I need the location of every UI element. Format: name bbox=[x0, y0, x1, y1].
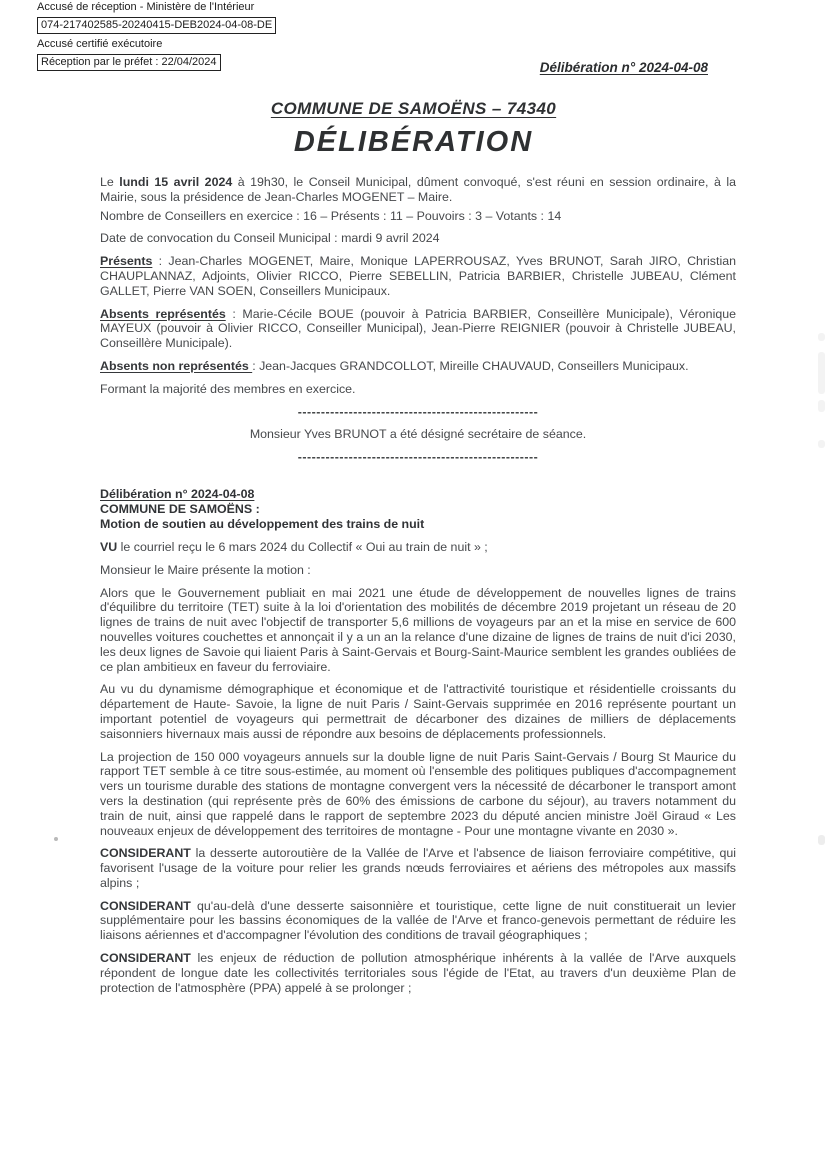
considerant-paragraph bbox=[100, 899, 736, 943]
reception-stamp bbox=[37, 1, 276, 75]
presents-label: Présents bbox=[100, 254, 153, 269]
document-body bbox=[100, 175, 736, 995]
considerant-label: CONSIDERANT bbox=[100, 846, 191, 861]
dashed-separator: ---------------------------------------------------- bbox=[297, 450, 539, 465]
absents-represented-list: : Marie-Cécile BOUE (pouvoir à Patricia BARBIER, Conseillère Municipale), Véronique MAYEUX (pouvoir à Olivier RICCO, Conseiller Municipal), Jean-Pierre REIGNIER (pouvoir à Christelle JUBEAU, Conseillère Municipale). bbox=[100, 306, 736, 351]
vu-paragraph bbox=[100, 540, 736, 555]
deliberation-number-header: Délibération n° 2024-04-08 bbox=[539, 60, 708, 75]
motion-title: Motion de soutien au développement des trains de nuit bbox=[100, 516, 425, 531]
scan-edge-artifact bbox=[818, 400, 825, 412]
stamp-act-id-box: 074-217402585-20240415-DEB2024-04-08-DE bbox=[37, 17, 276, 34]
motion-commune: COMMUNE DE SAMOËNS : bbox=[100, 501, 260, 516]
stamp-certified-line: Accusé certifié exécutoire bbox=[37, 38, 163, 50]
considerant-paragraph bbox=[100, 846, 736, 890]
session-lead: Le bbox=[100, 175, 120, 189]
absents-not-represented-paragraph bbox=[100, 359, 736, 374]
session-date: lundi 15 avril 2024 bbox=[119, 175, 233, 189]
scan-edge-artifact bbox=[818, 835, 825, 845]
commune-title: COMMUNE DE SAMOËNS – 74340 bbox=[270, 99, 557, 118]
considerant-text: la desserte autoroutière de la Vallée de l'Arve et l'absence de liaison ferroviaire compétitive, qui favorisent l'usage de la voiture pour relier les grands nœuds ferroviaires et aériens des métropoles aux massifs alpins ; bbox=[100, 846, 736, 890]
stamp-acknowledgment-line: Accusé de réception - Ministère de l'Intérieur bbox=[37, 1, 255, 13]
dashed-separator: ---------------------------------------------------- bbox=[297, 404, 539, 419]
considerant-text: les enjeux de réduction de pollution atmosphérique inhérents à la vallée de l'Arve auxquels répondent de longue date les collectivités territoriales sous l'égide de l'Etat, au travers d'un deuxième Plan de protection de l'atmosphère (PPA) appelé à se prolonger ; bbox=[100, 951, 736, 995]
scan-edge-artifact bbox=[818, 352, 825, 394]
considerant-text: qu'au-delà d'une desserte saisonnière et touristique, cette ligne de nuit constituerait un levier supplémentaire pour les bassins économiques de la vallée de l'Arve et franco-genevois permettant de réduire les liaisons aériennes et d'accompagner l'évolution des conditions de travail géographiques ; bbox=[100, 898, 736, 943]
session-paragraph bbox=[100, 175, 736, 205]
presents-paragraph bbox=[100, 254, 736, 298]
absents-not-represented-label: Absents non représentés bbox=[100, 358, 253, 373]
stamp-prefect-reception-box: Réception par le préfet : 22/04/2024 bbox=[37, 54, 221, 71]
councillors-counts: Nombre de Conseillers en exercice : 16 – Présents : 11 – Pouvoirs : 3 – Votants : 14 bbox=[100, 208, 562, 223]
motion-paragraph-dynamism: Au vu du dynamisme démographique et économique et de l'attractivité touristique et résidentielle croissants du département de Haute- Savoie, la ligne de nuit Paris / Saint-Gervais supprimée en 2016 représente pourtant un important potentiel de voyageurs qui permettrait de décarboner des dizaines de milliers de déplacements saisonniers hivernaux mais aussi de répondre aux besoins de déplacements professionnels. bbox=[100, 682, 736, 741]
scan-artifact-dot bbox=[54, 837, 58, 841]
convocation-date: Date de convocation du Conseil Municipal : mardi 9 avril 2024 bbox=[100, 231, 440, 246]
presents-list: : Jean-Charles MOGENET, Maire, Monique LAPERROUSAZ, Yves BRUNOT, Sarah JIRO, Christian CHAUPLANNAZ, Adjoints, Olivier RICCO, Pierre SEBELLIN, Patricia BARBIER, Christelle JUBEAU, Clément GALLET, Pierre VAN SOEN, Conseillers Municipaux. bbox=[100, 254, 736, 298]
page-title: DÉLIBÉRATION bbox=[293, 126, 534, 158]
motion-deliberation-number: Délibération n° 2024-04-08 bbox=[100, 486, 255, 501]
session-rest: à 19h30, le Conseil Municipal, dûment convoqué, s'est réuni en session ordinaire, à la Mairie, sous la présidence de Jean-Charles MOGENET – Maire. bbox=[100, 175, 736, 204]
mayor-presentation-line: Monsieur le Maire présente la motion : bbox=[100, 562, 311, 577]
absents-represented-paragraph bbox=[100, 307, 736, 351]
scan-edge-artifact bbox=[818, 333, 825, 341]
considerant-paragraph bbox=[100, 951, 736, 995]
absents-represented-label: Absents représentés bbox=[100, 306, 226, 321]
secretary-statement: Monsieur Yves BRUNOT a été désigné secrétaire de séance. bbox=[249, 427, 587, 442]
scan-edge-artifact bbox=[818, 440, 825, 448]
considerant-label: CONSIDERANT bbox=[100, 951, 191, 966]
considerant-label: CONSIDERANT bbox=[100, 898, 191, 913]
motion-heading bbox=[100, 487, 736, 532]
majority-statement: Formant la majorité des membres en exercice. bbox=[100, 381, 356, 396]
motion-paragraph-projection: La projection de 150 000 voyageurs annuels sur la double ligne de nuit Paris Saint-Gervais / Bourg St Maurice du rapport TET semble à ce titre sous-estimée, au moment où l'ensemble des politiques publiques d'accompagnement vers un tourisme durable des stations de montagne convergent vers la nécessité de décarboner le transport amont vers la destination (qui représente près de 60% des émissions de carbone du séjour), au travers notamment du train de nuit, ainsi que rappelé dans le rapport de septembre 2023 du député ancien ministre Joël Giraud « Les nouveaux enjeux de développement des territoires de montagne - Pour une montagne vivante en 2030 ». bbox=[100, 749, 736, 838]
motion-paragraph-context: Alors que le Gouvernement publiait en mai 2021 une étude de développement de nouvelles lignes de trains d'équilibre du territoire (TET) suite à la loi d'orientation des mobilités de décembre 2019 projetant un réseau de 20 lignes de trains de nuit avec l'objectif de transporter 5,6 millions de voyageurs par an et la mise en service de 600 nouvelles voitures couchettes et annonçait il y a un an la relance d'une dizaine de lignes de trains de nuit d'ici 2030, les deux lignes de Savoie qui liaient Paris à Saint-Gervais et Bourg-Saint-Maurice semblent les grandes oubliées de ce plan ambitieux en faveur du ferroviaire. bbox=[100, 585, 736, 674]
vu-text: le courriel reçu le 6 mars 2024 du Collectif « Oui au train de nuit » ; bbox=[117, 539, 488, 554]
vu-label: VU bbox=[100, 539, 118, 554]
absents-not-represented-list: : Jean-Jacques GRANDCOLLOT, Mireille CHAUVAUD, Conseillers Municipaux. bbox=[252, 358, 689, 373]
